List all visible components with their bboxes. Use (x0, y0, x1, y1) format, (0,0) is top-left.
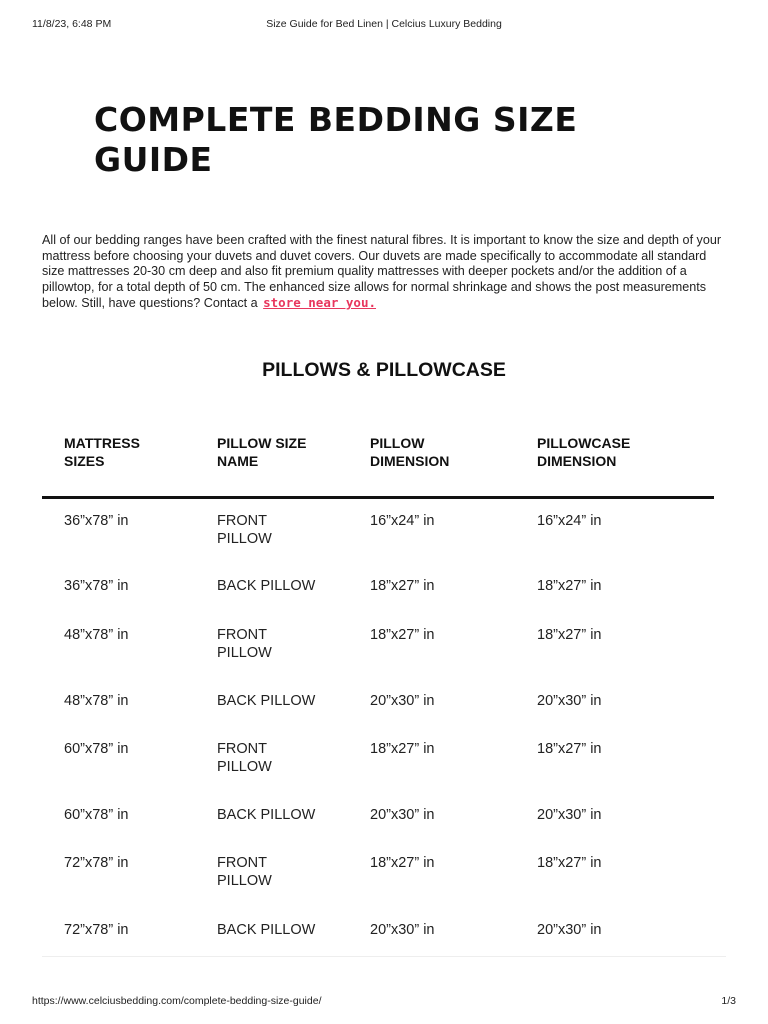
table-row (42, 740, 726, 790)
table-bottom-divider (42, 956, 726, 957)
cell-pillow-name: BACK PILLOW (217, 578, 316, 594)
table-row (42, 692, 726, 742)
cell-pillow-name: FRONT PILLOW (217, 855, 272, 889)
cell-pillow-dimension: 16”x24” in (370, 513, 435, 529)
print-document-title: Size Guide for Bed Linen | Celcius Luxury Bedding (266, 18, 502, 30)
cell-pillow-dimension: 18”x27” in (370, 741, 435, 757)
cell-pillowcase-dimension: 20”x30” in (537, 807, 602, 823)
cell-pillowcase-dimension: 18”x27” in (537, 741, 602, 757)
print-datetime: 11/8/23, 6:48 PM (32, 18, 112, 30)
cell-pillowcase-dimension: 18”x27” in (537, 578, 602, 594)
cell-pillow-name: FRONT PILLOW (217, 741, 272, 775)
cell-mattress-size: 36”x78” in (64, 578, 129, 594)
print-footer (32, 995, 736, 1009)
cell-pillow-name: FRONT PILLOW (217, 513, 272, 547)
print-header (32, 18, 736, 32)
cell-pillow-dimension: 20”x30” in (370, 807, 435, 823)
cell-mattress-size: 72”x78” in (64, 922, 129, 938)
header-pillow-size-name: PILLOW SIZE NAME (217, 435, 307, 469)
table-row (42, 921, 726, 971)
header-pillowcase-dimension: PILLOWCASE DIMENSION (537, 435, 631, 469)
cell-pillow-dimension: 20”x30” in (370, 693, 435, 709)
cell-pillow-name: BACK PILLOW (217, 807, 316, 823)
cell-pillow-dimension: 18”x27” in (370, 578, 435, 594)
print-page-number: 1/3 (721, 995, 736, 1007)
intro-text: All of our bedding ranges have been crafted with the finest natural fibres. It is important to know the size and depth of your mattress before choosing your duvets and duvet covers. Our duvets are made specifically to accommodate all standard size mattresses 20-30 cm deep and also fit premium quality mattresses with deeper pockets and/or the addition of a pillowtop, for a total depth of 50 cm. The enhanced size allows for normal shrinkage and shows the post measurements below. Still, have questions? Contact a (42, 233, 722, 310)
cell-mattress-size: 48”x78” in (64, 627, 129, 643)
cell-pillow-name: BACK PILLOW (217, 693, 316, 709)
table-row (42, 512, 726, 562)
cell-pillowcase-dimension: 20”x30” in (537, 693, 602, 709)
cell-mattress-size: 72”x78” in (64, 855, 129, 871)
header-pillow-dimension: PILLOW DIMENSION (370, 435, 450, 469)
cell-pillow-dimension: 20”x30” in (370, 922, 435, 938)
print-url: https://www.celciusbedding.com/complete-bedding-size-guide/ (32, 995, 322, 1007)
page-title: COMPLETE BEDDING SIZE GUIDE (94, 100, 578, 179)
cell-mattress-size: 48”x78” in (64, 693, 129, 709)
cell-pillow-dimension: 18”x27” in (370, 855, 435, 871)
cell-pillow-dimension: 18”x27” in (370, 627, 435, 643)
cell-pillowcase-dimension: 20”x30” in (537, 922, 602, 938)
cell-pillowcase-dimension: 16”x24” in (537, 513, 602, 529)
cell-mattress-size: 60”x78” in (64, 807, 129, 823)
store-near-you-link[interactable]: store near you. (263, 295, 377, 310)
table-row (42, 577, 726, 627)
header-mattress-sizes: MATTRESS SIZES (64, 435, 140, 469)
cell-mattress-size: 60”x78” in (64, 741, 129, 757)
section-title-pillows: PILLOWS & PILLOWCASE (262, 359, 506, 381)
table-row (42, 854, 726, 904)
intro-paragraph (42, 233, 732, 312)
cell-pillow-name: BACK PILLOW (217, 922, 316, 938)
table-row (42, 806, 726, 856)
table-row (42, 626, 726, 676)
size-table-header (42, 434, 714, 499)
cell-pillowcase-dimension: 18”x27” in (537, 855, 602, 871)
cell-pillow-name: FRONT PILLOW (217, 627, 272, 661)
cell-pillowcase-dimension: 18”x27” in (537, 627, 602, 643)
cell-mattress-size: 36”x78” in (64, 513, 129, 529)
